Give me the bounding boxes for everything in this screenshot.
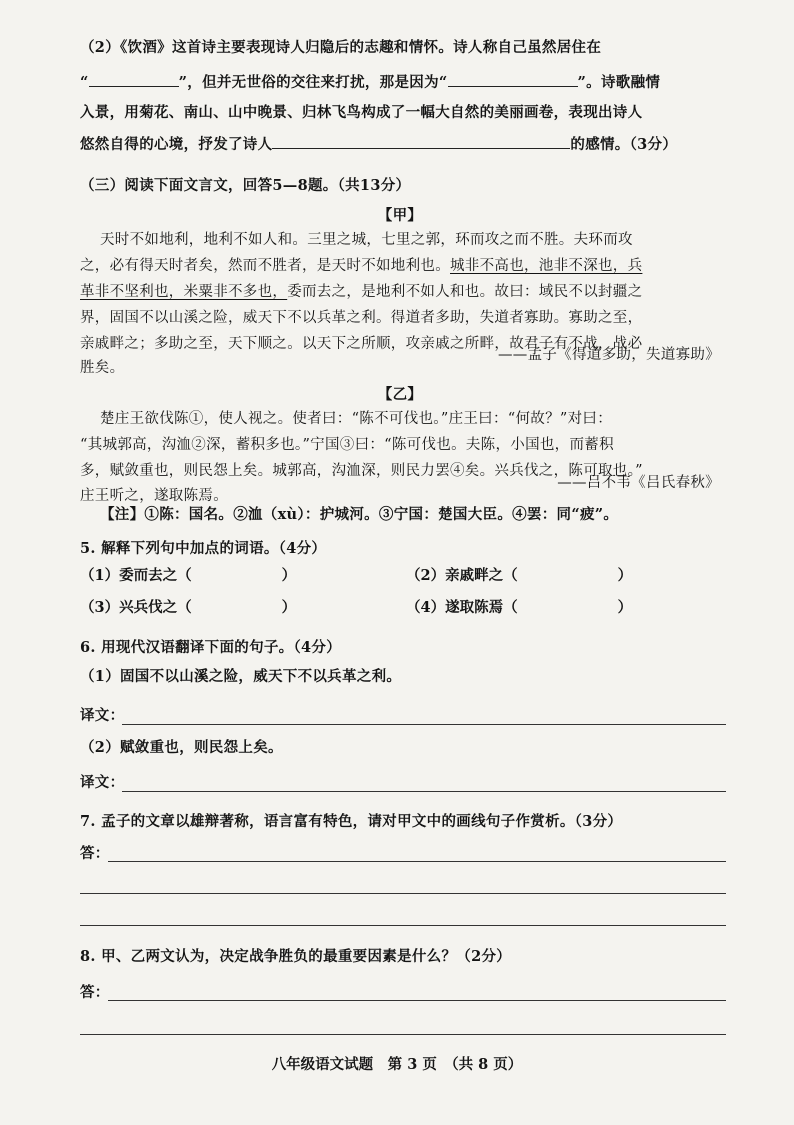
q5-item-2: （2）亲戚畔之（ ） [406,567,633,584]
section-3-heading: （三）阅读下面文言文，回答5—8题。（共13分） [80,177,411,194]
passage-yi-line: 庄王听之，遂取陈焉。 [80,488,228,504]
answer-line[interactable] [122,724,726,725]
q5-item-4: （4）遂取陈焉（ ） [406,599,633,616]
q5-stem: 5. 解释下列句中加点的词语。（4分） [80,540,327,557]
q6-translation-label-2: 译文： [80,774,125,791]
q6-sentence-1: （1）固国不以山溪之险，威天下不以兵革之利。 [80,668,402,685]
passage-jia-label: 【甲】 [377,207,423,224]
passage-yi-note: 【注】①陈：国名。②洫（xù）：护城河。③宁国：楚国大臣。④罢：同“疲”。 [100,506,619,523]
answer-blank[interactable] [89,72,179,87]
q8-stem: 8. 甲、乙两文认为，决定战争胜负的最重要因素是什么？（2分） [80,948,512,965]
passage-yi-source: ——吕不韦《吕氏春秋》 [557,475,720,491]
passage-yi-label: 【乙】 [377,386,423,403]
answer-blank[interactable] [448,72,578,87]
passage-jia-line: 革非不坚利也，米粟非不多也，委而去之，是地利不如人和也。故曰：域民不以封疆之 [80,284,643,300]
q6-translation-label-1: 译文： [80,707,125,724]
underlined-sentence: 城非不高也，池非不深也，兵 [450,258,643,274]
passage-jia-line: 界，固国不以山溪之险，威天下不以兵革之利。得道者多助，失道者寡助。寡助之至， [80,310,643,326]
answer-blank[interactable] [272,134,570,149]
answer-line[interactable] [122,791,726,792]
q6-stem: 6. 用现代汉语翻译下面的句子。（4分） [80,639,342,656]
answer-line[interactable] [108,861,726,862]
passage-yi-line: 楚庄王欲伐陈①，使人视之。使者曰：“陈不可伐也。”庄王曰：“何故？”对曰： [100,411,612,427]
passage-yi-line: 多，赋敛重也，则民怨上矣。城郭高，沟洫深，则民力罢④矣。兴兵伐之，陈可取也。” [80,463,643,479]
q5-item-1: （1）委而去之（ ） [80,567,297,584]
poem-question-line-3: 入景，用菊花、南山、山中晚景、归林飞鸟构成了一幅大自然的美丽画卷，表现出诗人 [80,104,643,121]
answer-line[interactable] [80,1034,726,1035]
poem-question-line-2: “ ”，但并无世俗的交往来打扰，那是因为“ ”。诗歌融情 [80,74,661,91]
answer-line[interactable] [80,893,726,894]
poem-question-line-1: （2）《饮酒》这首诗主要表现诗人归隐后的志趣和情怀。诗人称自己虽然居住在 [80,39,602,56]
passage-jia-line: 亲戚畔之；多助之至，天下顺之。以天下之所顺，攻亲戚之所畔，故君子有不战，战必 [80,336,643,352]
poem-question-line-4: 悠然自得的心境，抒发了诗人 的感情。（3分） [80,136,678,153]
underlined-sentence: 革非不坚利也，米粟非不多也， [80,284,288,300]
q7-answer-label: 答： [80,845,110,862]
passage-jia-line: 胜矣。 [80,360,125,376]
passage-jia-source: ——孟子《得道多助，失道寡助》 [498,347,720,363]
q7-stem: 7. 孟子的文章以雄辩著称，语言富有特色，请对甲文中的画线句子作赏析。（3分） [80,813,623,830]
answer-line[interactable] [108,1000,726,1001]
passage-jia-line: 天时不如地利，地利不如人和。三里之城，七里之郭，环而攻之而不胜。夫环而攻 [100,232,633,248]
answer-line[interactable] [80,925,726,926]
q6-sentence-2: （2）赋敛重也，则民怨上矣。 [80,739,283,756]
passage-jia-line: 之，必有得天时者矣，然而不胜者，是天时不如地利也。城非不高也，池非不深也，兵 [80,258,643,274]
passage-yi-line: “其城郭高，沟洫②深，蓄积多也。”宁国③曰：“陈可伐也。夫陈，小国也，而蓄积 [80,437,614,453]
page-footer: 八年级语文试题 第 3 页 （共 8 页） [271,1056,523,1073]
q8-answer-label: 答： [80,984,110,1001]
q5-item-3: （3）兴兵伐之（ ） [80,599,297,616]
